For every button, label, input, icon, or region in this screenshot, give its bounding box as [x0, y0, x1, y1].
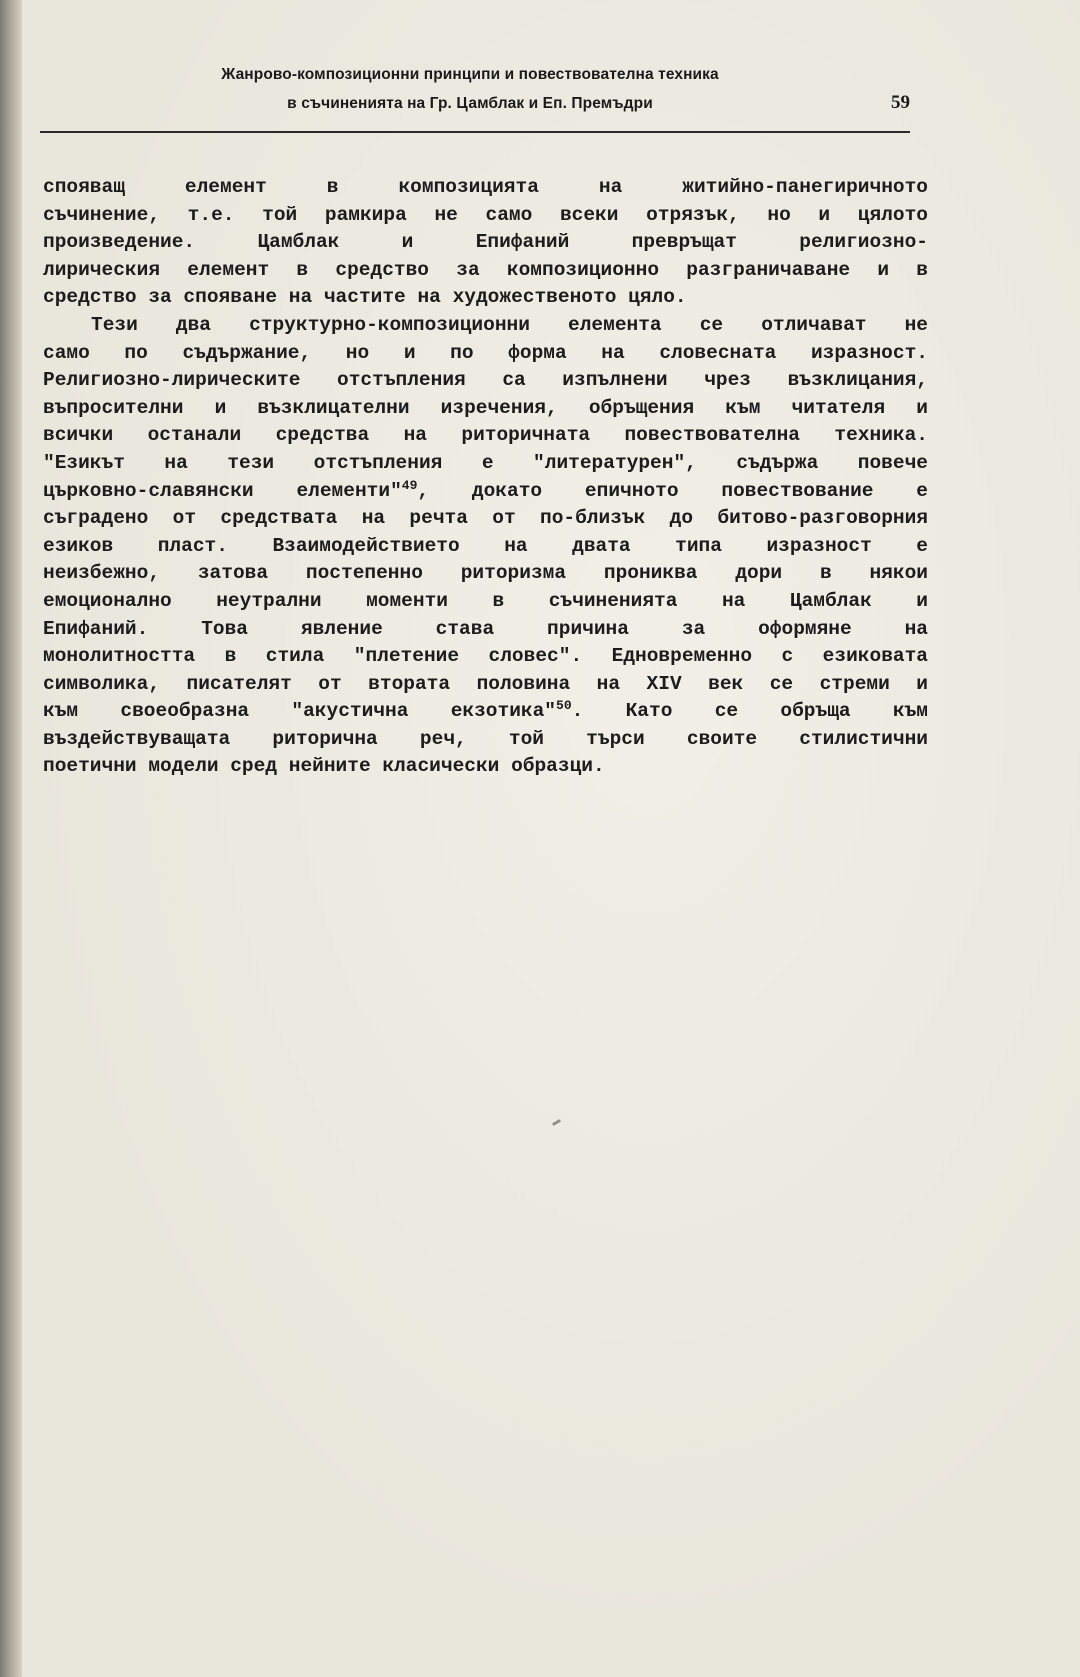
text-line: съградено от средствата на речта от по-близък до битово-разговорния — [43, 507, 928, 530]
text-line: Епифаний. Това явление става причина за оформяне на — [43, 617, 928, 640]
text-line: поетични модели сред нейните класически образци. — [43, 755, 605, 778]
text-segment: църковно-славянски елементи" — [43, 479, 402, 502]
text-line-with-footnote — [43, 478, 928, 506]
text-line: емоционално неутрални моменти в съчиненията на Цамблак и — [43, 589, 928, 612]
body-text — [43, 174, 928, 781]
text-line: произведение. Цамблак и Епифаний превръщат религиозно- — [43, 231, 928, 254]
running-head-line-2: в съчиненията на Гр. Цамблак и Еп. Премъдри — [287, 95, 653, 112]
text-line: само по съдържание, но и по форма на словесната изразност. — [43, 341, 928, 364]
text-line: монолитността в стила "плетение словес". Едновременно с езиковата — [43, 645, 928, 668]
ink-smudge — [552, 1119, 561, 1126]
text-line: всички останали средства на риторичната повествователна техника. — [43, 424, 928, 447]
text-segment: . Като се обръща към — [571, 700, 928, 723]
text-line: "Езикът на тези отстъпления е "литературен", съдържа повече — [43, 451, 928, 474]
binding-edge — [0, 0, 22, 1677]
text-line: Тези два структурно-композиционни елемента се отличават не — [91, 313, 928, 336]
text-line: въздействуващата риторична реч, той търси своите стилистични — [43, 727, 928, 750]
text-line: средство за спояване на частите на художественото цяло. — [43, 286, 687, 309]
page-number: 59 — [891, 92, 910, 113]
header-rule — [40, 131, 910, 133]
running-head — [40, 62, 910, 122]
running-head-line-1: Жанрово-композиционни принципи и повествователна техника — [221, 66, 719, 83]
text-segment: към своеобразна "акустична екзотика" — [43, 700, 557, 723]
text-line: неизбежно, затова постепенно риторизма прониква дори в някои — [43, 562, 928, 585]
paragraph-1 — [43, 174, 928, 312]
footnote-ref-49[interactable]: 49 — [401, 477, 418, 493]
text-line: съчинение, т.е. той рамкира не само всеки отрязък, но и цялото — [43, 203, 928, 226]
text-line: Религиозно-лирическите отстъпления са изпълнени чрез възклицания, — [43, 369, 928, 392]
text-segment: , докато епичното повествование е — [417, 479, 929, 502]
text-line: въпросителни и възклицателни изречения, обръщения към читателя и — [43, 396, 928, 419]
text-line-with-footnote — [43, 698, 928, 726]
text-line: езиков пласт. Взаимодействието на двата типа изразност е — [43, 534, 928, 557]
text-line: символика, писателят от втората половина на XIV век се стреми и — [43, 672, 928, 695]
paragraph-2 — [43, 312, 928, 781]
footnote-ref-50[interactable]: 50 — [556, 698, 572, 714]
text-line: лирическия елемент в средство за композиционно разграничаване и в — [43, 258, 928, 281]
text-line: спояващ елемент в композицията на житийно-панегиричното — [43, 176, 928, 198]
